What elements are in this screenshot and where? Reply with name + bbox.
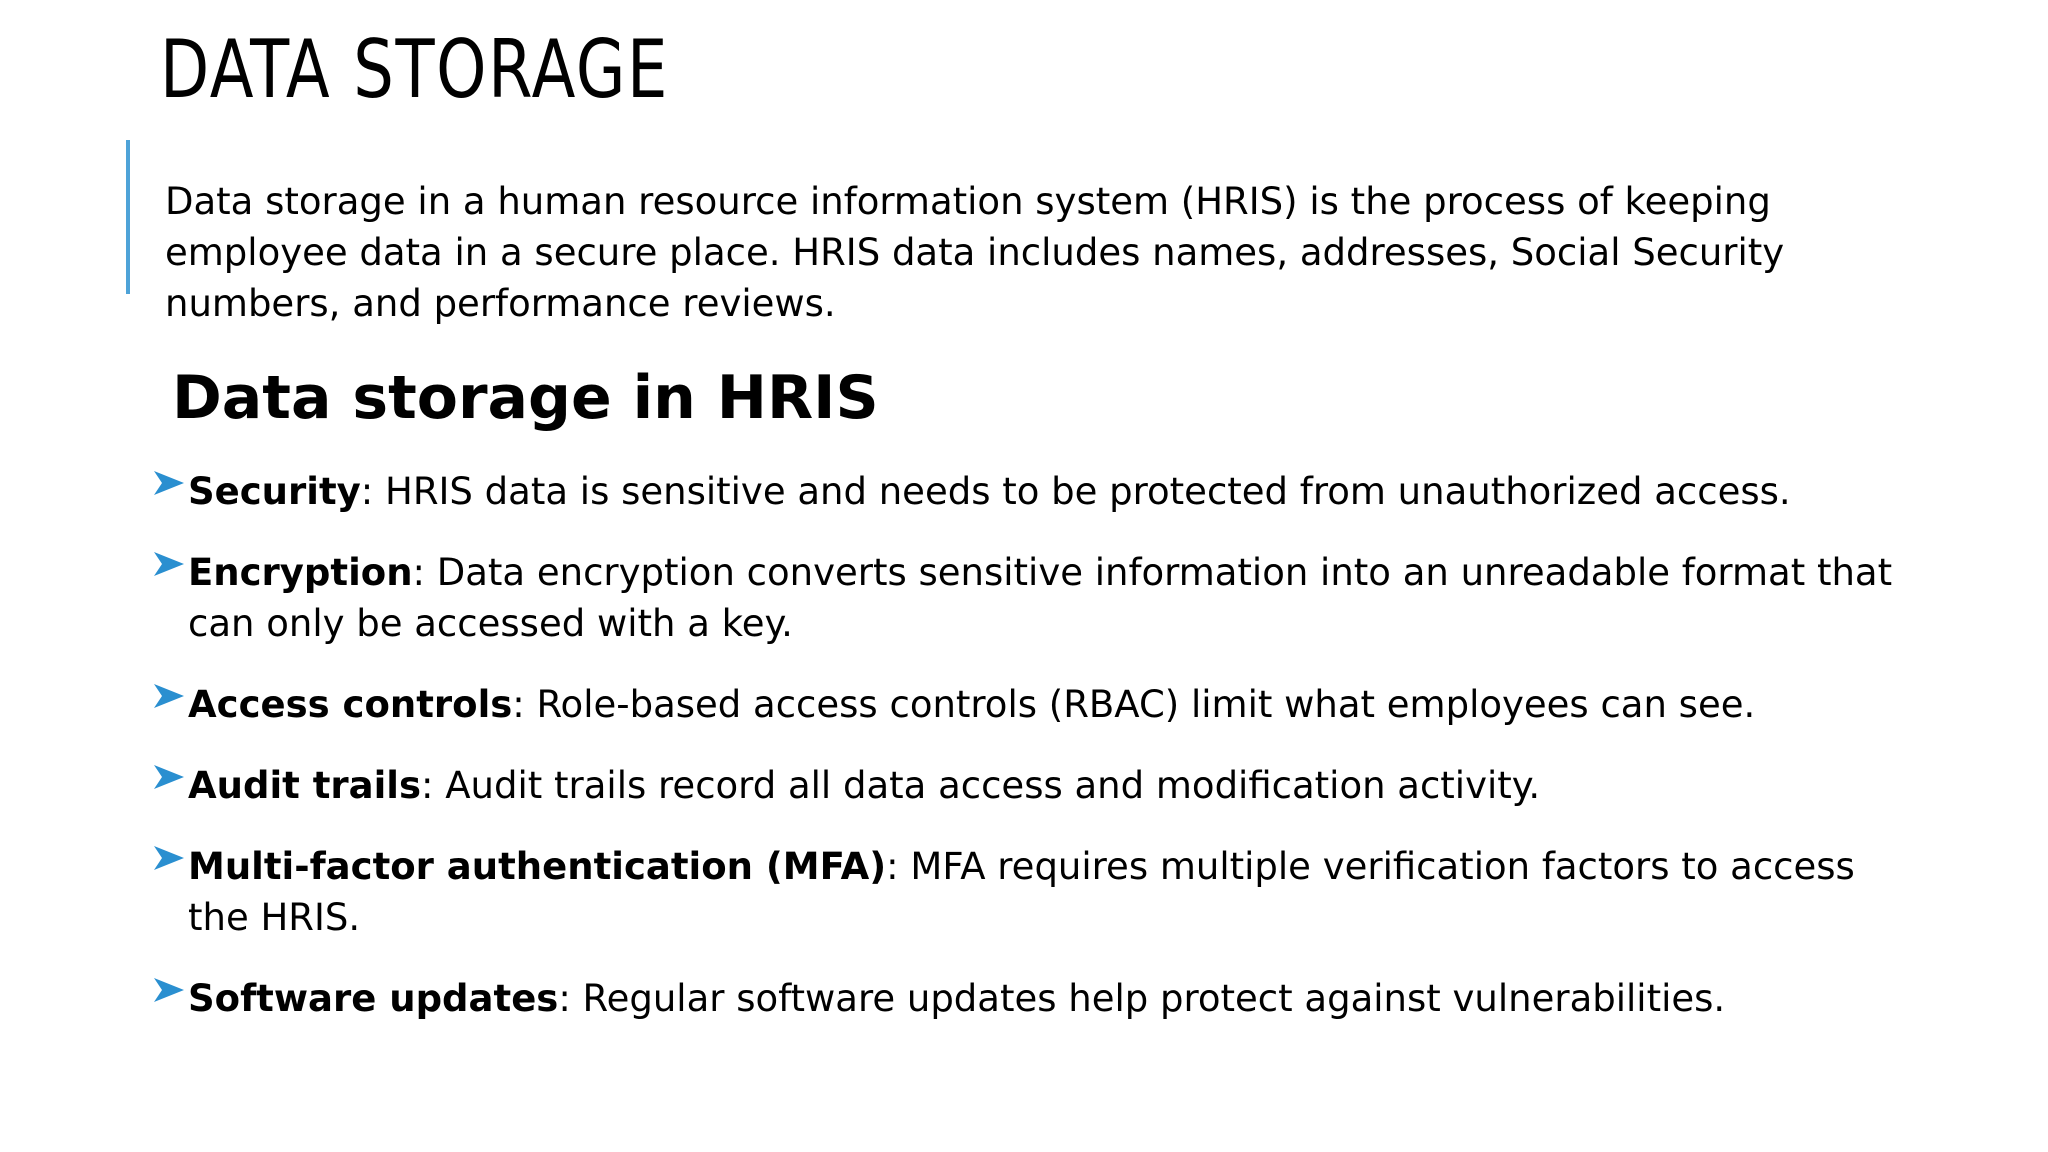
- bullet-text: : HRIS data is sensitive and needs to be protected from unauthorized access.: [360, 470, 1791, 513]
- bullet-text: : Audit trails record all data access and modification activity.: [421, 764, 1541, 807]
- arrowhead-bullet-icon: [152, 762, 186, 796]
- bullet-text: : Regular software updates help protect against vulnerabilities.: [558, 977, 1726, 1020]
- list-item: [152, 973, 1912, 1024]
- list-item: [152, 547, 1912, 649]
- list-item: [152, 679, 1912, 730]
- section-heading: Data storage in HRIS: [172, 363, 879, 433]
- list-item: [152, 466, 1912, 517]
- arrowhead-bullet-icon: [152, 468, 186, 502]
- bullet-text: : Data encryption converts sensitive information into an unreadable format that can only be accessed with a key.: [188, 551, 1893, 645]
- slide-title: DATA STORAGE: [160, 23, 670, 116]
- bullet-list: [152, 466, 1912, 1054]
- list-item: [152, 760, 1912, 811]
- arrowhead-bullet-icon: [152, 681, 186, 715]
- bullet-text: : Role-based access controls (RBAC) limit what employees can see.: [512, 683, 1756, 726]
- bullet-term: Access controls: [188, 683, 513, 726]
- bullet-term: Security: [188, 470, 361, 513]
- accent-bar: [126, 140, 130, 294]
- bullet-term: Encryption: [188, 551, 413, 594]
- list-item: [152, 841, 1912, 943]
- intro-paragraph: Data storage in a human resource information system (HRIS) is the process of keeping employee data in a secure place. HRIS data includes names, addresses, Social Security numbers, and performance reviews.: [165, 180, 1785, 325]
- arrowhead-bullet-icon: [152, 975, 186, 1009]
- bullet-term: Audit trails: [188, 764, 422, 807]
- bullet-term: Software updates: [188, 977, 559, 1020]
- arrowhead-bullet-icon: [152, 843, 186, 877]
- bullet-text: : MFA requires multiple verification factors to access the HRIS.: [188, 845, 1855, 939]
- arrowhead-bullet-icon: [152, 549, 186, 583]
- bullet-term: Multi-factor authentication (MFA): [188, 845, 887, 888]
